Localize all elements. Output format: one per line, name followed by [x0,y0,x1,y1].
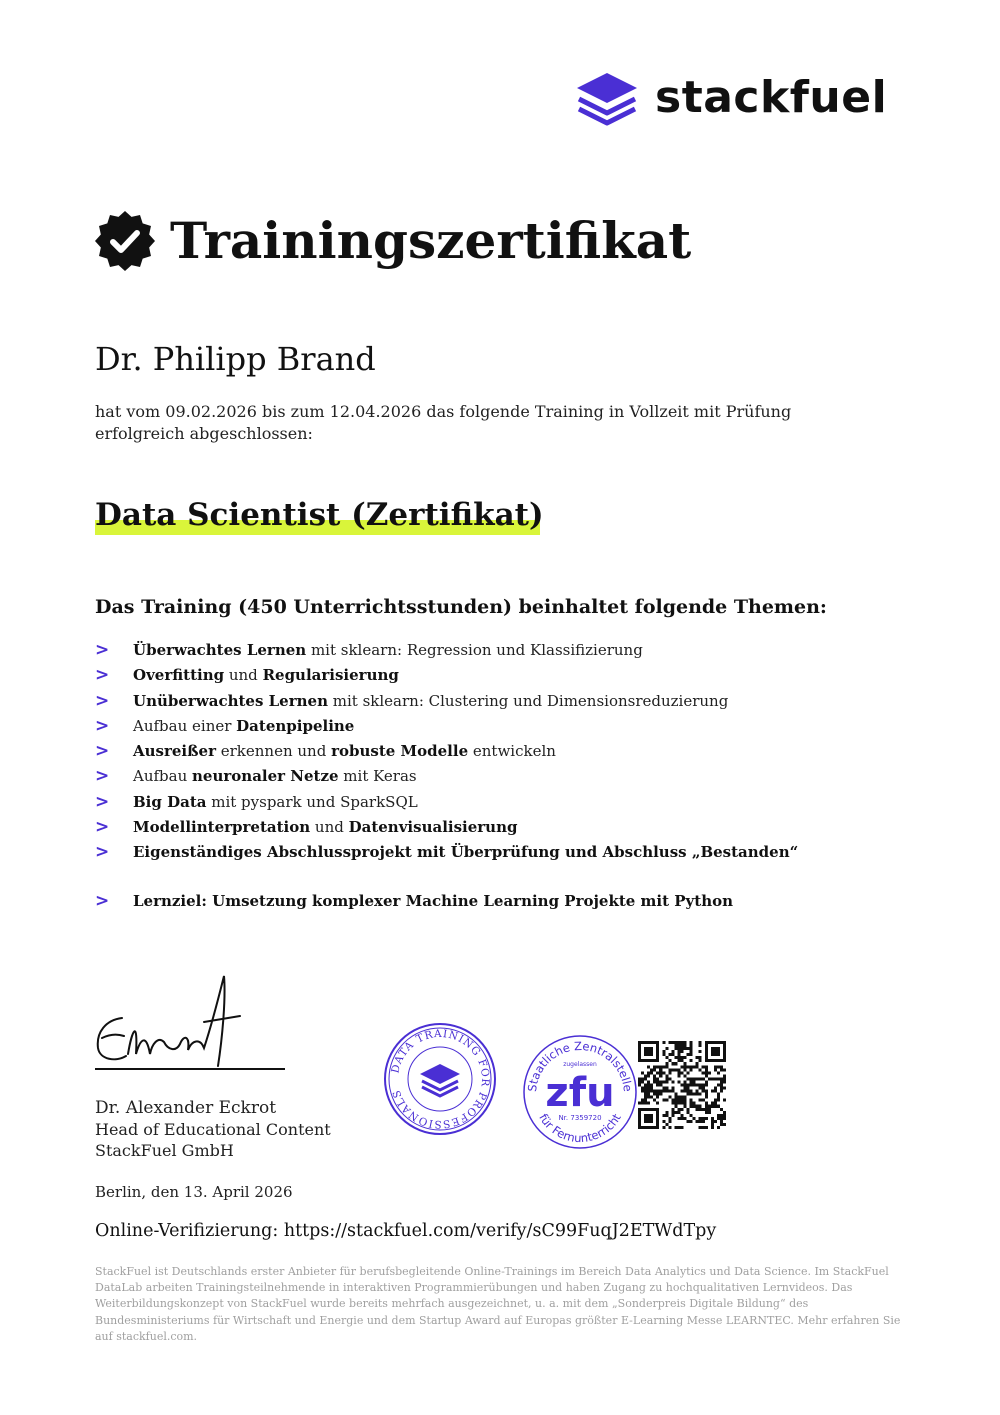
zfu-bottom-text: für Fernunterricht [536,1111,624,1146]
topic-detail: und [310,818,349,837]
place-date: Berlin, den 13. April 2026 [95,1183,293,1201]
topic-detail: und [224,666,263,685]
topic-text [133,818,517,836]
brand-logo [575,70,887,126]
topic-text [133,843,798,861]
topic-item [95,665,875,690]
topic-keyword: Overfitting [133,666,225,685]
bullet-chevron-icon: > [95,766,110,787]
topic-text [133,742,556,760]
topic-keyword: Überwachtes Lernen [133,641,307,659]
topic-keyword: Datenpipeline [236,716,355,735]
topic-item [95,640,875,665]
topic-detail: erkennen und [215,742,332,761]
topic-detail: mit pyspark und SparkSQL [206,792,418,811]
handwritten-signature [92,970,252,1070]
learning-goal-text: Lernziel: Umsetzung komplexer Machine Learning Projekte mit Python [133,892,734,910]
bullet-chevron-icon: > [95,842,110,863]
topic-keyword: Modellinterpretation [133,818,311,837]
topic-detail: Aufbau einer [133,716,237,735]
seal-ring-text: DATA TRAINING FOR PROFESSIONALS [389,1027,492,1131]
bullet-chevron-icon: > [95,741,110,762]
signer-block [95,1098,331,1161]
topic-keyword: Big Data [133,792,207,811]
topic-text [133,767,417,785]
qr-code[interactable] [638,1041,726,1129]
verification-link[interactable]: Online-Verifizierung: https://stackfuel.com/verify/sC99FuqJ2ETWdTpy [95,1221,717,1241]
recipient-name: Dr. Philipp Brand [95,340,376,378]
topic-item [95,817,875,842]
topic-keyword: Ausreißer [133,742,216,761]
topic-detail: mit sklearn: Regression und Klassifizierung [306,641,643,659]
seal-layers-icon [420,1064,460,1096]
bullet-chevron-icon: > [95,640,110,660]
topic-keyword: Datenvisualisierung [348,818,518,837]
signer-role: Head of Educational Content [95,1120,331,1139]
topic-detail: entwickeln [468,742,556,761]
bullet-chevron-icon: > [95,891,110,911]
intro-line-1: hat vom 09.02.2026 bis zum 12.04.2026 das folgende Training in Vollzeit mit Prüfung [95,402,792,421]
topic-text [133,692,728,710]
topic-item [95,842,875,867]
topic-item [95,741,875,766]
bullet-chevron-icon: > [95,665,110,686]
stackfuel-layers-icon [575,70,639,126]
topics-heading: Das Training (450 Unterrichtsstunden) beinhaltet folgende Themen: [95,596,827,618]
topic-text [133,666,399,684]
signer-name: Dr. Alexander Eckrot [95,1098,277,1118]
topic-keyword: robuste Modelle [331,742,469,761]
topic-item [95,716,875,741]
topics-list [95,640,875,868]
signer-company: StackFuel GmbH [95,1141,234,1160]
zfu-top-text: Staatliche Zentralstelle [524,1038,636,1093]
zfu-approved-text: zugelassen [563,1061,597,1068]
course-title: Data Scientist (Zertifikat) [95,497,544,533]
learning-goal [95,891,733,911]
topic-item [95,766,875,791]
bullet-chevron-icon: > [95,715,110,736]
certificate-heading [94,210,691,272]
bullet-chevron-icon: > [95,817,110,838]
topic-detail: Aufbau [133,767,193,786]
zfu-logo-text: zfu [545,1070,615,1116]
topic-item [95,691,875,716]
topic-detail: mit sklearn: Clustering und Dimensionsreduzierung [328,691,729,710]
intro-text [95,401,815,445]
topic-detail: mit Keras [338,767,417,786]
professionals-seal [383,1022,497,1136]
topic-keyword: Unüberwachtes Lernen [133,691,328,710]
topic-keyword: Regularisierung [262,666,399,685]
topic-text [133,641,643,659]
bullet-chevron-icon: > [95,791,110,812]
brand-name: stackfuel [655,72,888,123]
topic-text [133,793,418,811]
intro-line-2: erfolgreich abgeschlossen: [95,424,313,443]
signature-line [95,1068,285,1070]
zfu-seal [522,1034,638,1150]
topic-text [133,717,354,735]
zfu-number: Nr. 7359720 [558,1114,602,1122]
page-title: Trainingszertifikat [170,211,692,270]
topic-keyword: neuronaler Netze [192,767,339,786]
footer-text: StackFuel ist Deutschlands erster Anbieter für berufsbegleitende Online-Trainings im Bereich Data Analytics und Data Science. Im StackFuel DataLab arbeiten Trainingsteilnehmende in interaktiven Programmierübungen und haben Zugang zu hochqualitativen Lernvideos. Das Weiterbildungskonzept von StackFuel wurde bereits mehrfach ausgezeichnet, u. a. mit dem „Sonderpreis Digitale Bildung“ des Bundesministeriums für Wirtschaft und Energie und dem Startup Award auf Europas größter E-Learning Messe LEARNTEC. Mehr erfahren Sie auf stackfuel.com. [95,1265,901,1343]
topic-keyword: Eigenständiges Abschlussprojekt mit Überprüfung und Abschluss „Bestanden“ [133,843,799,862]
verified-badge-icon [94,210,156,272]
topic-item [95,792,875,817]
bullet-chevron-icon: > [95,690,110,711]
